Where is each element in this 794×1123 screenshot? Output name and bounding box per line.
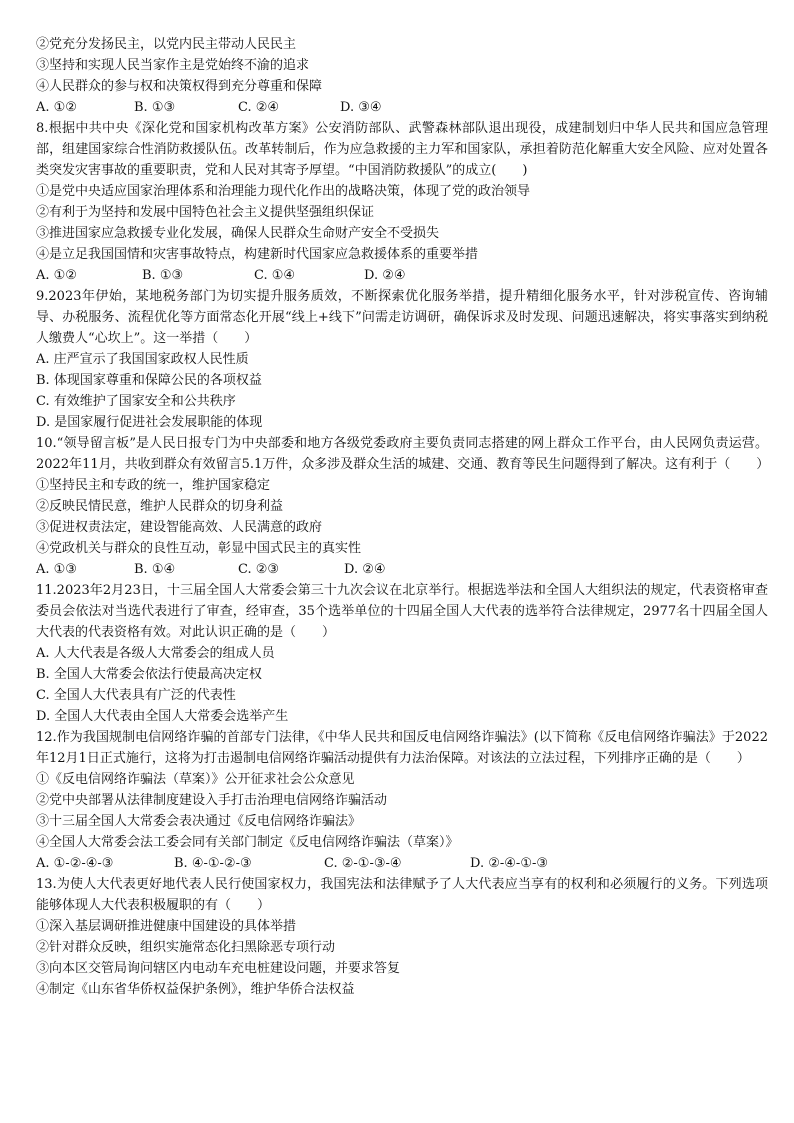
question-10-stem: 10.“领导留言板”是人民日报专门为中央部委和地方各级党委政府主要负责同志搭建的网上群众工作平台，由人民网负责运营。2022年11月，共收到群众有效留言5.1万件，众多涉及群众生活的城建、交通、教育等民生问题得到了解决。这有利于（ ） [36, 436, 770, 472]
option-d: D. ②④ [344, 562, 386, 577]
statement: ④全国人大常委会法工委会同有关部门制定《反电信网络诈骗法（草案）》 [36, 835, 459, 850]
statement: ②党中央部署从法律制度建设入手打击治理电信网络诈骗活动 [36, 793, 388, 808]
answer-options [36, 559, 768, 580]
question-13-stem: 13.为使人大代表更好地代表人民行使国家权力，我国宪法和法律赋予了人大代表应当享有的权利和必须履行的义务。下列选项能够体现人大代表积极履职的有（ ） [36, 877, 768, 913]
statement: ③推进国家应急救援专业化发展，确保人民群众生命财产安全不受损失 [36, 226, 440, 241]
option-c: C. ①④ [254, 268, 296, 283]
option-a: A. ①-②-④-③ [36, 856, 114, 871]
statement: ③十三届全国人大常委会表决通过《反电信网络诈骗法》 [36, 814, 362, 829]
statement: ④人民群众的参与权和决策权得到充分尊重和保障 [36, 79, 323, 94]
choice-c: C. 有效维护了国家安全和公共秩序 [36, 394, 236, 409]
choice-b: B. 体现国家尊重和保障公民的各项权益 [36, 373, 262, 388]
option-b: B. ①④ [134, 562, 176, 577]
option-b: B. ①③ [142, 268, 184, 283]
option-d: D. ③④ [340, 100, 382, 115]
answer-options [36, 97, 768, 118]
statement: ③促进权责法定，建设智能高效、人民满意的政府 [36, 520, 323, 535]
statement: ④党政机关与群众的良性互动，彰显中国式民主的真实性 [36, 541, 362, 556]
option-d: D. ②④ [364, 268, 406, 283]
choice-c: C. 全国人大代表具有广泛的代表性 [36, 688, 236, 703]
choice-b: B. 全国人大常委会依法行使最高决定权 [36, 667, 262, 682]
statement: ②党充分发扬民主，以党内民主带动人民民主 [36, 37, 297, 52]
statement: ①坚持民主和专政的统一，维护国家稳定 [36, 478, 271, 493]
statement: ②有利于为坚持和发展中国特色社会主义提供坚强组织保证 [36, 205, 375, 220]
option-c: C. ②-①-③-④ [324, 856, 402, 871]
statement: ①《反电信网络诈骗法（草案）》公开征求社会公众意见 [36, 772, 355, 787]
option-a: A. ①③ [36, 562, 77, 577]
statement: ③向本区交管局询问辖区内电动车充电桩建设问题，并要求答复 [36, 961, 401, 976]
option-d: D. ②-④-①-③ [470, 856, 549, 871]
question-8-stem: 8.根据中共中央《深化党和国家机构改革方案》公安消防部队、武警森林部队退出现役，成建制划归中华人民共和国应急管理部，组建国家综合性消防救援队伍。改革转制后，作为应急救援的主力军和国家队，承担着防范化解重大安全风险、应对处置各类突发灾害事故的重要职责，党和人民对其寄予厚望。“中国消防救援队”的成立( ) [36, 121, 768, 178]
option-c: C. ②③ [238, 562, 280, 577]
option-b: B. ①③ [134, 100, 176, 115]
choice-d: D. 全国人大代表由全国人大常委会选举产生 [36, 709, 289, 724]
statement: ①深入基层调研推进健康中国建设的具体举措 [36, 919, 297, 934]
choice-a: A. 人大代表是各级人大常委会的组成人员 [36, 646, 275, 661]
choice-d: D. 是国家履行促进社会发展职能的体现 [36, 415, 263, 430]
question-11-stem: 11.2023年2月23日，十三届全国人大常委会第三十九次会议在北京举行。根据选举法和全国人大组织法的规定，代表资格审查委员会依法对当选代表进行了审查，经审查，35个选举单位的十四届全国人大代表的选举符合法律规定，2977名十四届全国人大代表的代表资格有效。对此认识正确的是（ ） [36, 583, 768, 640]
statement: ④是立足我国国情和灾害事故特点，构建新时代国家应急救援体系的重要举措 [36, 247, 479, 262]
statement: ②针对群众反映，组织实施常态化扫黑除恶专项行动 [36, 940, 336, 955]
question-12-stem: 12.作为我国规制电信网络诈骗的首部专门法律，《中华人民共和国反电信网络诈骗法》(以下简称《反电信网络诈骗法》于2022年12月1日正式施行，这将为打击遏制电信网络诈骗活动提供有力法治保障。对该法的立法过程，下列排序正确的是（ ） [36, 730, 768, 766]
option-c: C. ②④ [238, 100, 280, 115]
statement: ④制定《山东省华侨权益保护条例》，维护华侨合法权益 [36, 982, 355, 997]
option-a: A. ①② [36, 268, 77, 283]
statement: ①是党中央适应国家治理体系和治理能力现代化作出的战略决策，体现了党的政治领导 [36, 184, 531, 199]
choice-a: A. 庄严宣示了我国国家政权人民性质 [36, 352, 249, 367]
option-b: B. ④-①-②-③ [174, 856, 252, 871]
answer-options [36, 853, 768, 874]
answer-options [36, 265, 768, 286]
question-9-stem: 9.2023年伊始，某地税务部门为切实提升服务质效，不断探索优化服务举措，提升精细化服务水平，针对涉税宣传、咨询辅导、办税服务、流程优化等方面常态化开展“线上+线下”问需走访调研，确保诉求及时发现、问题迅速解决，将实事落实到纳税人缴费人“心坎上”。这一举措（ ） [36, 289, 768, 346]
option-a: A. ①② [36, 100, 77, 115]
statement: ③坚持和实现人民当家作主是党始终不渝的追求 [36, 58, 310, 73]
statement: ②反映民情民意，维护人民群众的切身利益 [36, 499, 284, 514]
